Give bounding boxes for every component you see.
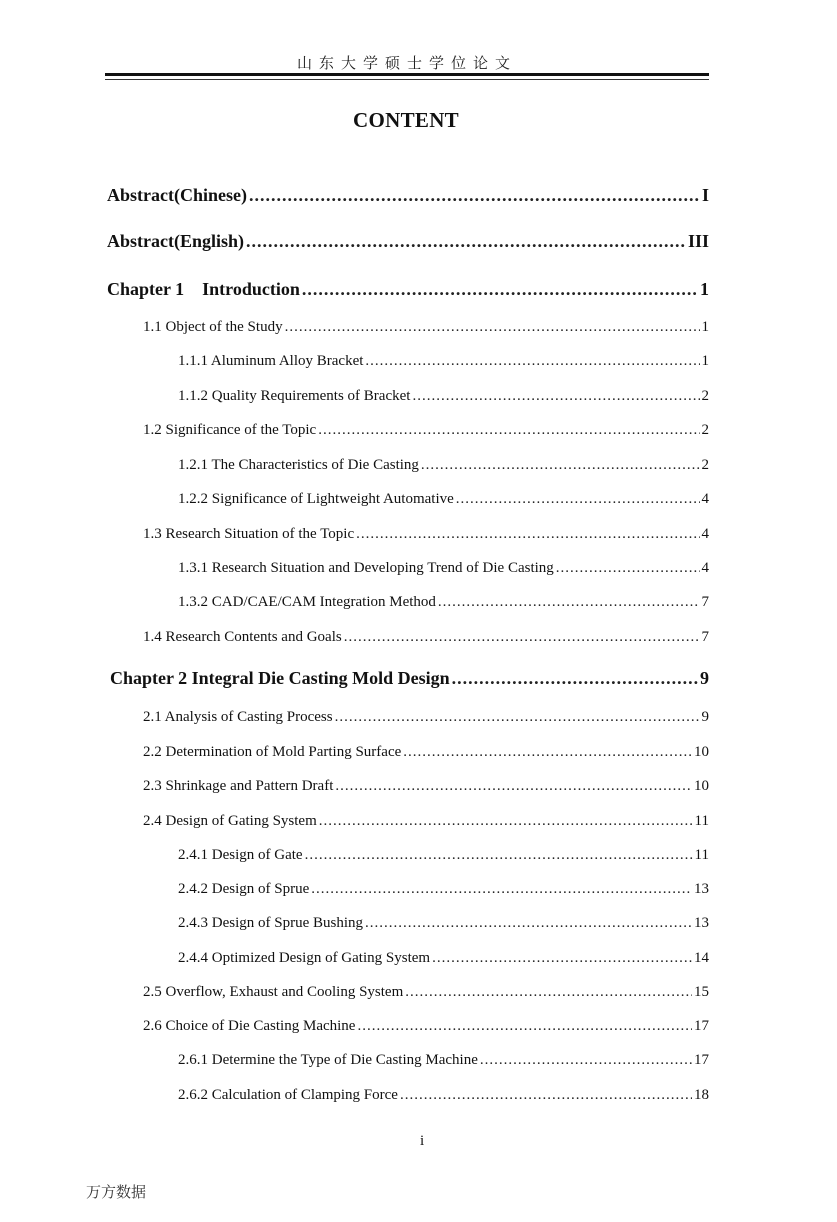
toc-leader-dots [421, 457, 700, 474]
watermark: 万方数据 [86, 1183, 147, 1201]
toc-leader-dots [480, 1052, 692, 1069]
toc-entry-page: 2 [701, 422, 709, 438]
toc-entry-page: 17 [694, 1052, 709, 1068]
toc-leader-dots [403, 744, 692, 761]
toc-leader-dots [357, 1018, 692, 1035]
toc-entry-label: 2.6.1 Determine the Type of Die Casting Machine [178, 1052, 478, 1068]
toc-entry-page: I [701, 185, 709, 205]
toc-entry-label: 2.4 Design of Gating System [143, 813, 317, 829]
toc-leader-dots [318, 422, 699, 439]
toc-entry-label: 2.4.2 Design of Sprue [178, 881, 310, 897]
toc-entry-page: 4 [701, 491, 709, 507]
toc-entry-label: 1.2 Significance of the Topic [143, 422, 317, 438]
toc-leader-dots [452, 668, 698, 689]
toc-entry [143, 629, 709, 646]
toc-entry-label: 1.1 Object of the Study [143, 319, 283, 335]
toc-entry [178, 847, 709, 864]
running-header: 山东大学硕士学位论文 [296, 54, 517, 72]
toc-entry [178, 1052, 709, 1069]
toc-entry [143, 422, 709, 439]
toc-entry-page: 9 [700, 668, 709, 688]
toc-entry-label: Chapter 1 Introduction [107, 279, 300, 299]
toc-entry-page: 10 [694, 778, 709, 794]
toc-entry-label: 2.2 Determination of Mold Parting Surface [143, 744, 402, 760]
toc-entry-label: 2.3 Shrinkage and Pattern Draft [143, 778, 334, 794]
toc-entry-page: 1 [700, 279, 709, 299]
toc-leader-dots [249, 185, 700, 206]
toc-entry [178, 353, 709, 370]
toc-entry [143, 319, 709, 336]
toc-entry [143, 984, 709, 1001]
toc-entry-page: 4 [701, 526, 709, 542]
toc-entry-page: 13 [694, 881, 709, 897]
toc-entry-label: Abstract(Chinese) [107, 185, 247, 205]
toc-entry-label: 2.1 Analysis of Casting Process [143, 709, 333, 725]
toc-entry [143, 744, 709, 761]
toc-leader-dots [432, 950, 692, 967]
toc-leader-dots [335, 709, 700, 726]
toc-entry-page: 2 [701, 457, 709, 473]
toc-leader-dots [456, 491, 700, 508]
toc-leader-dots [285, 319, 700, 336]
toc-entry-page: 11 [694, 813, 709, 829]
toc-leader-dots [344, 629, 700, 646]
toc-leader-dots [302, 279, 698, 300]
header-rule-thick [105, 73, 709, 76]
toc-entry [107, 231, 709, 252]
toc-entry-page: 11 [694, 847, 709, 863]
toc-entry-label: Abstract(English) [107, 231, 245, 251]
toc-entry-label: 1.4 Research Contents and Goals [143, 629, 342, 645]
toc-entry-label: 1.2.2 Significance of Lightweight Automative [178, 491, 454, 507]
toc-entry [178, 915, 709, 932]
toc-entry-page: 1 [701, 319, 709, 335]
toc-entry [178, 560, 709, 577]
toc-leader-dots [438, 594, 700, 611]
page-number: i [420, 1133, 425, 1149]
toc-entry [143, 709, 709, 726]
toc-leader-dots [556, 560, 700, 577]
toc-entry-label: 2.4.1 Design of Gate [178, 847, 303, 863]
toc-entry-label: 1.1.2 Quality Requirements of Bracket [178, 388, 411, 404]
toc-entry-page: III [687, 231, 709, 251]
toc-entry [178, 950, 709, 967]
toc-entry-label: 1.1.1 Aluminum Alloy Bracket [178, 353, 364, 369]
toc-entry-label: 1.2.1 The Characteristics of Die Casting [178, 457, 419, 473]
toc-leader-dots [356, 526, 699, 543]
toc-entry-page: 7 [701, 629, 709, 645]
toc-entry-page: 9 [701, 709, 709, 725]
toc-entry-label: 1.3 Research Situation of the Topic [143, 526, 355, 542]
toc-leader-dots [400, 1087, 692, 1104]
toc-leader-dots [405, 984, 692, 1001]
toc-entry-label: 2.6 Choice of Die Casting Machine [143, 1018, 356, 1034]
toc-entry-label: 2.4.4 Optimized Design of Gating System [178, 950, 431, 966]
toc-entry [143, 778, 709, 795]
toc-entry-page: 7 [701, 594, 709, 610]
toc-entry-label: 2.5 Overflow, Exhaust and Cooling System [143, 984, 404, 1000]
toc-leader-dots [305, 847, 693, 864]
toc-entry [178, 1087, 709, 1104]
toc-entry [178, 594, 709, 611]
toc-entry [143, 813, 709, 830]
toc-entry-page: 2 [701, 388, 709, 404]
page-title: CONTENT [353, 108, 459, 132]
toc-entry-page: 10 [694, 744, 709, 760]
header-rule-thin [105, 79, 709, 80]
toc-entry-page: 18 [694, 1087, 709, 1103]
toc-leader-dots [335, 778, 692, 795]
toc-entry-label: 1.3.1 Research Situation and Developing Trend of Die Casting [178, 560, 554, 576]
toc-entry [143, 526, 709, 543]
toc-entry [143, 1018, 709, 1035]
toc-entry-label: 1.3.2 CAD/CAE/CAM Integration Method [178, 594, 436, 610]
toc-entry-label: Chapter 2 Integral Die Casting Mold Design [110, 668, 450, 688]
toc-entry-label: 2.6.2 Calculation of Clamping Force [178, 1087, 398, 1103]
toc-leader-dots [319, 813, 693, 830]
toc-entry [178, 491, 709, 508]
toc-entry-page: 4 [701, 560, 709, 576]
toc-entry [178, 388, 709, 405]
toc-leader-dots [412, 388, 699, 405]
toc-entry-page: 13 [694, 915, 709, 931]
toc-entry [110, 668, 709, 689]
toc-entry [107, 279, 709, 300]
toc-leader-dots [365, 915, 692, 932]
toc-leader-dots [365, 353, 699, 370]
toc-entry [178, 457, 709, 474]
toc-entry-page: 1 [701, 353, 709, 369]
toc-entry [178, 881, 709, 898]
toc-entry [107, 185, 709, 206]
toc-entry-label: 2.4.3 Design of Sprue Bushing [178, 915, 363, 931]
toc-leader-dots [246, 231, 686, 252]
toc-entry-page: 15 [694, 984, 709, 1000]
toc-leader-dots [311, 881, 692, 898]
toc-entry-page: 17 [694, 1018, 709, 1034]
toc-entry-page: 14 [694, 950, 709, 966]
